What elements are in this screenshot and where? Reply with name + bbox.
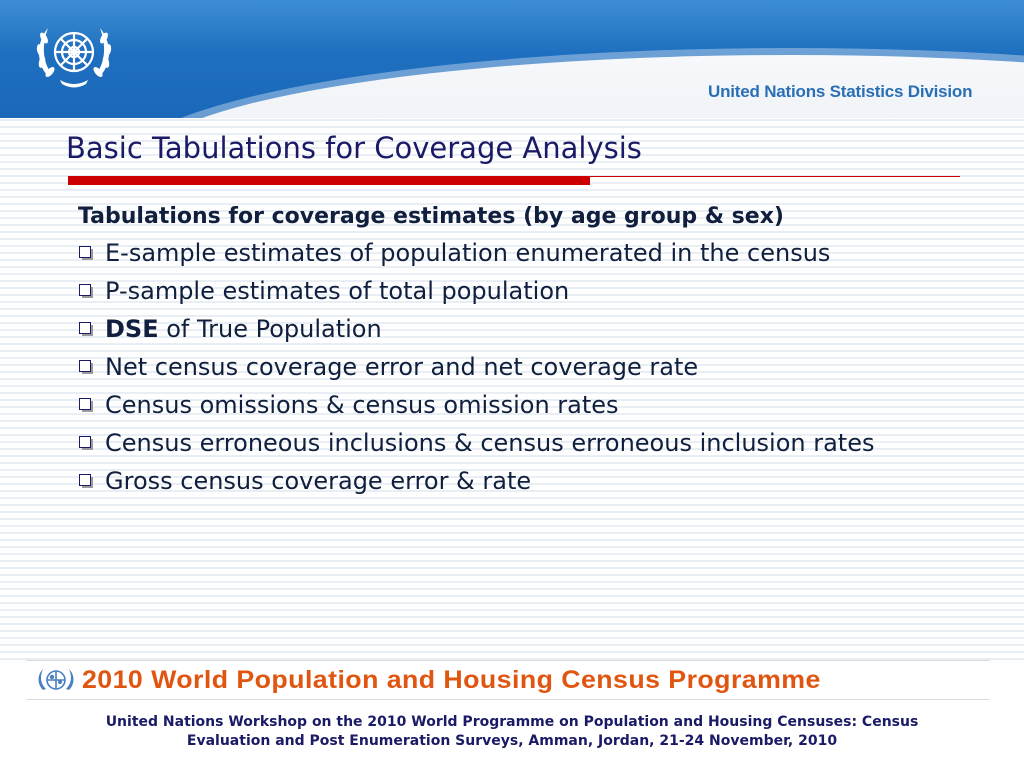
list-item <box>78 390 958 421</box>
footer-line-1: United Nations Workshop on the 2010 World Programme on Population and Housing Censuses: Census <box>105 714 919 730</box>
census-emblem-icon <box>34 665 78 695</box>
un-emblem-icon <box>26 14 122 94</box>
lead-heading: Tabulations for coverage estimates (by age group & sex) <box>78 204 784 229</box>
title-underline-thin <box>590 176 960 177</box>
list-item-bold-text: DSE <box>105 315 159 343</box>
checkbox-bullet-icon <box>79 246 93 260</box>
bullet-list <box>78 238 958 497</box>
footer-line-2: Evaluation and Post Enumeration Surveys, Amman, Jordan, 21-24 November, 2010 <box>186 733 838 749</box>
list-item <box>78 352 958 383</box>
checkbox-bullet-icon <box>79 284 93 298</box>
slide-title: Basic Tabulations for Coverage Analysis <box>66 131 642 165</box>
list-item <box>78 314 958 345</box>
list-item-text: Census omissions & census omission rates <box>105 391 619 419</box>
list-item-text: Gross census coverage error & rate <box>105 467 532 495</box>
slide-header <box>0 0 1024 118</box>
checkbox-bullet-icon <box>79 398 93 412</box>
checkbox-bullet-icon <box>79 436 93 450</box>
banner-text: 2010 World Population and Housing Census Programme <box>82 666 821 694</box>
checkbox-bullet-icon <box>79 322 93 336</box>
list-item <box>78 428 958 459</box>
list-item <box>78 238 958 269</box>
list-item-text: E-sample estimates of population enumerated in the census <box>105 239 831 267</box>
checkbox-bullet-icon <box>79 474 93 488</box>
division-label: United Nations Statistics Division <box>708 82 973 101</box>
list-item <box>78 466 958 497</box>
list-item <box>78 276 958 307</box>
footer <box>0 713 1024 751</box>
list-item-text: Net census coverage error and net coverage rate <box>105 353 699 381</box>
list-item-text: Census erroneous inclusions & census erroneous inclusion rates <box>105 429 875 457</box>
slide-content <box>78 202 958 504</box>
checkbox-bullet-icon <box>79 360 93 374</box>
title-underline-red <box>68 176 590 185</box>
census-programme-banner <box>26 660 990 700</box>
list-item-text: of True Population <box>158 315 382 343</box>
list-item-text: P-sample estimates of total population <box>105 277 570 305</box>
